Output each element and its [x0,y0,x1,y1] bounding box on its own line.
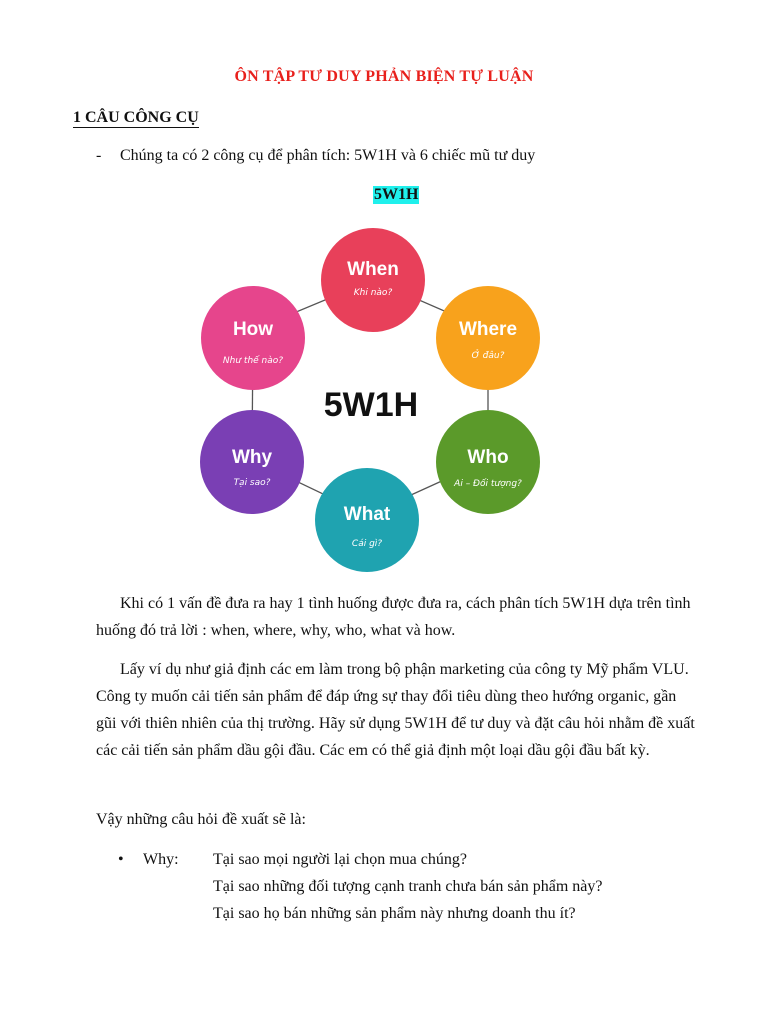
node-what-title: What [343,504,391,525]
bullet-line: Tại sao mọi người lại chọn mua chúng? [213,851,467,868]
node-how-subtitle: Như thế nào? [222,356,284,366]
page-title: ÔN TẬP TƯ DUY PHẢN BIỆN TỰ LUẬN [234,68,534,85]
node-who-title: Who [467,447,509,468]
figure-label: 5W1H [374,186,419,203]
diagram-center-text: 5W1H [323,386,419,424]
bullet-line: Tại sao họ bán những sản phẩm này nhưng doanh thu ít? [213,905,576,922]
dash-item-text: Chúng ta có 2 công cụ để phân tích: 5W1H và 6 chiếc mũ tư duy [120,147,536,164]
node-who [436,410,540,514]
node-why-title: Why [231,447,273,468]
paragraph-example [96,656,696,764]
node-where-subtitle: Ở đâu? [471,351,505,361]
node-what-subtitle: Cái gì? [351,539,383,549]
5w1h-diagram [190,220,560,580]
node-how [201,286,305,390]
paragraph-intro-text: Khi có 1 vấn đề đưa ra hay 1 tình huống được đưa ra, cách phân tích 5W1H dựa trên tình huống đó trả lời : when, where, why, who, what và how. [96,595,691,639]
node-why [200,410,304,514]
node-when-subtitle: Khi nào? [353,288,393,298]
dash-marker: - [96,147,102,164]
node-how-title: How [232,319,274,340]
section-heading: 1 CÂU CÔNG CỤ [73,109,199,126]
node-why-subtitle: Tại sao? [233,478,271,488]
bullet-line: Tại sao những đối tượng cạnh tranh chưa bán sản phẩm này? [213,878,603,895]
node-where-title: Where [458,319,518,340]
node-when-circle [321,228,425,332]
node-who-subtitle: Ai – Đối tượng? [454,479,522,489]
bullet-label: Why: [143,851,179,868]
paragraph-example-text: Lấy ví dụ như giả định các em làm trong bộ phận marketing của công ty Mỹ phẩm VLU. Công ty muốn cải tiến sản phẩm để đáp ứng sự thay đổi tiêu dùng theo hướng organic, gần gũi với thiên nhiên của thị trường. Hãy sử dụng 5W1H để tư duy và đặt câu hỏi nhằm đề xuất các cải tiến sản phẩm dầu gội đầu. Các em có thể giả định một loại dầu gội đầu bất kỳ. [96,661,695,759]
paragraph-intro [96,590,696,644]
dash-list-item [96,147,535,165]
node-what [315,468,419,572]
node-where [436,286,540,390]
paragraph-questions-intro: Vậy những câu hỏi đề xuất sẽ là: [96,811,306,828]
bullet-lines [213,846,683,927]
node-when [321,228,425,332]
bullet-marker: • [118,851,124,868]
node-when-title: When [347,259,399,280]
